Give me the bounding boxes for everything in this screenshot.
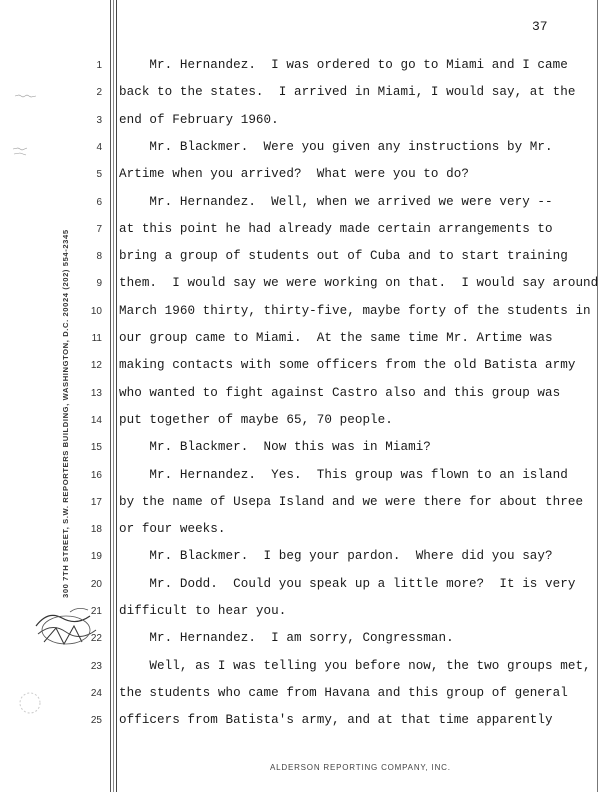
transcript-line: the students who came from Havana and this group of general <box>119 685 568 700</box>
page-number: 37 <box>532 19 548 34</box>
transcript-line: Artime when you arrived? What were you to do? <box>119 167 469 182</box>
transcript-line: Mr. Dodd. Could you speak up a little more? It is very <box>119 576 576 591</box>
transcript-line: Mr. Hernandez. Well, when we arrived we were very -- <box>119 194 553 209</box>
margin-rule <box>116 0 117 792</box>
line-number: 16 <box>90 469 102 481</box>
margin-scribble-icon <box>14 93 38 99</box>
line-number: 3 <box>96 114 102 126</box>
line-number: 25 <box>90 715 102 727</box>
line-number: 15 <box>90 442 102 454</box>
transcript-line: Mr. Hernandez. Yes. This group was flown to an island <box>119 467 568 482</box>
transcript-line: or four weeks. <box>119 522 226 537</box>
transcript-line: Mr. Blackmer. Were you given any instructions by Mr. <box>119 139 553 154</box>
line-number: 10 <box>90 305 102 317</box>
line-number: 20 <box>90 578 102 590</box>
right-margin-rule <box>597 0 598 792</box>
reporting-company-footer: ALDERSON REPORTING COMPANY, INC. <box>270 763 451 772</box>
line-number: 18 <box>90 524 102 536</box>
line-number: 21 <box>90 606 102 617</box>
line-number: 9 <box>96 278 102 290</box>
transcript-line: put together of maybe 65, 70 people. <box>119 412 393 427</box>
transcript-line: who wanted to fight against Castro also and this group was <box>119 385 561 400</box>
transcript-line: officers from Batista's army, and at that time apparently <box>119 713 553 728</box>
transcript-line: making contacts with some officers from the old Batista army <box>119 358 576 373</box>
margin-scribble-icon <box>12 146 32 158</box>
transcript-line: Mr. Blackmer. I beg your pardon. Where did you say? <box>119 549 553 564</box>
line-number: 12 <box>90 360 102 372</box>
line-number: 24 <box>90 687 102 699</box>
transcript-line: back to the states. I arrived in Miami, I would say, at the <box>119 85 576 100</box>
line-number: 11 <box>91 333 102 344</box>
line-number: 17 <box>90 496 102 508</box>
transcript-line: end of February 1960. <box>119 112 279 127</box>
transcript-line: difficult to hear you. <box>119 604 287 618</box>
signature-stamp-icon <box>30 604 102 654</box>
transcript-line: by the name of Usepa Island and we were there for about three <box>119 494 584 509</box>
transcript-line: them. I would say we were working on that. I would say around <box>119 276 599 291</box>
transcript-line: March 1960 thirty, thirty-five, maybe forty of the students in <box>119 303 591 318</box>
transcript-line: at this point he had already made certain arrangements to <box>119 221 553 236</box>
line-number: 14 <box>90 414 102 426</box>
line-number: 23 <box>90 660 102 672</box>
margin-rule <box>110 0 111 792</box>
line-number: 5 <box>96 169 102 181</box>
line-number: 4 <box>96 141 102 153</box>
transcript-line: our group came to Miami. At the same time Mr. Artime was <box>119 331 553 345</box>
transcript-line: Well, as I was telling you before now, the two groups met, <box>119 658 591 673</box>
line-number: 1 <box>96 60 102 71</box>
transcript-line: Mr. Hernandez. I am sorry, Congressman. <box>119 631 454 646</box>
reporter-address-imprint: 300 7TH STREET, S.W. REPORTERS BUILDING, WASHINGTON, D.C. 20024 (202) 554-2345 <box>61 229 70 598</box>
line-number: 19 <box>90 551 102 563</box>
transcript-line: Mr. Blackmer. Now this was in Miami? <box>119 440 431 455</box>
line-number: 6 <box>96 196 102 208</box>
transcript-line: bring a group of students out of Cuba and to start training <box>119 249 568 264</box>
margin-rule <box>113 0 114 792</box>
scan-blotch-icon <box>18 690 42 716</box>
line-number: 13 <box>90 387 102 399</box>
transcript-line: Mr. Hernandez. I was ordered to go to Miami and I came <box>119 58 568 72</box>
line-number: 7 <box>96 223 102 235</box>
line-number: 22 <box>90 633 102 645</box>
line-number: 8 <box>96 251 102 263</box>
line-number: 2 <box>96 87 102 99</box>
